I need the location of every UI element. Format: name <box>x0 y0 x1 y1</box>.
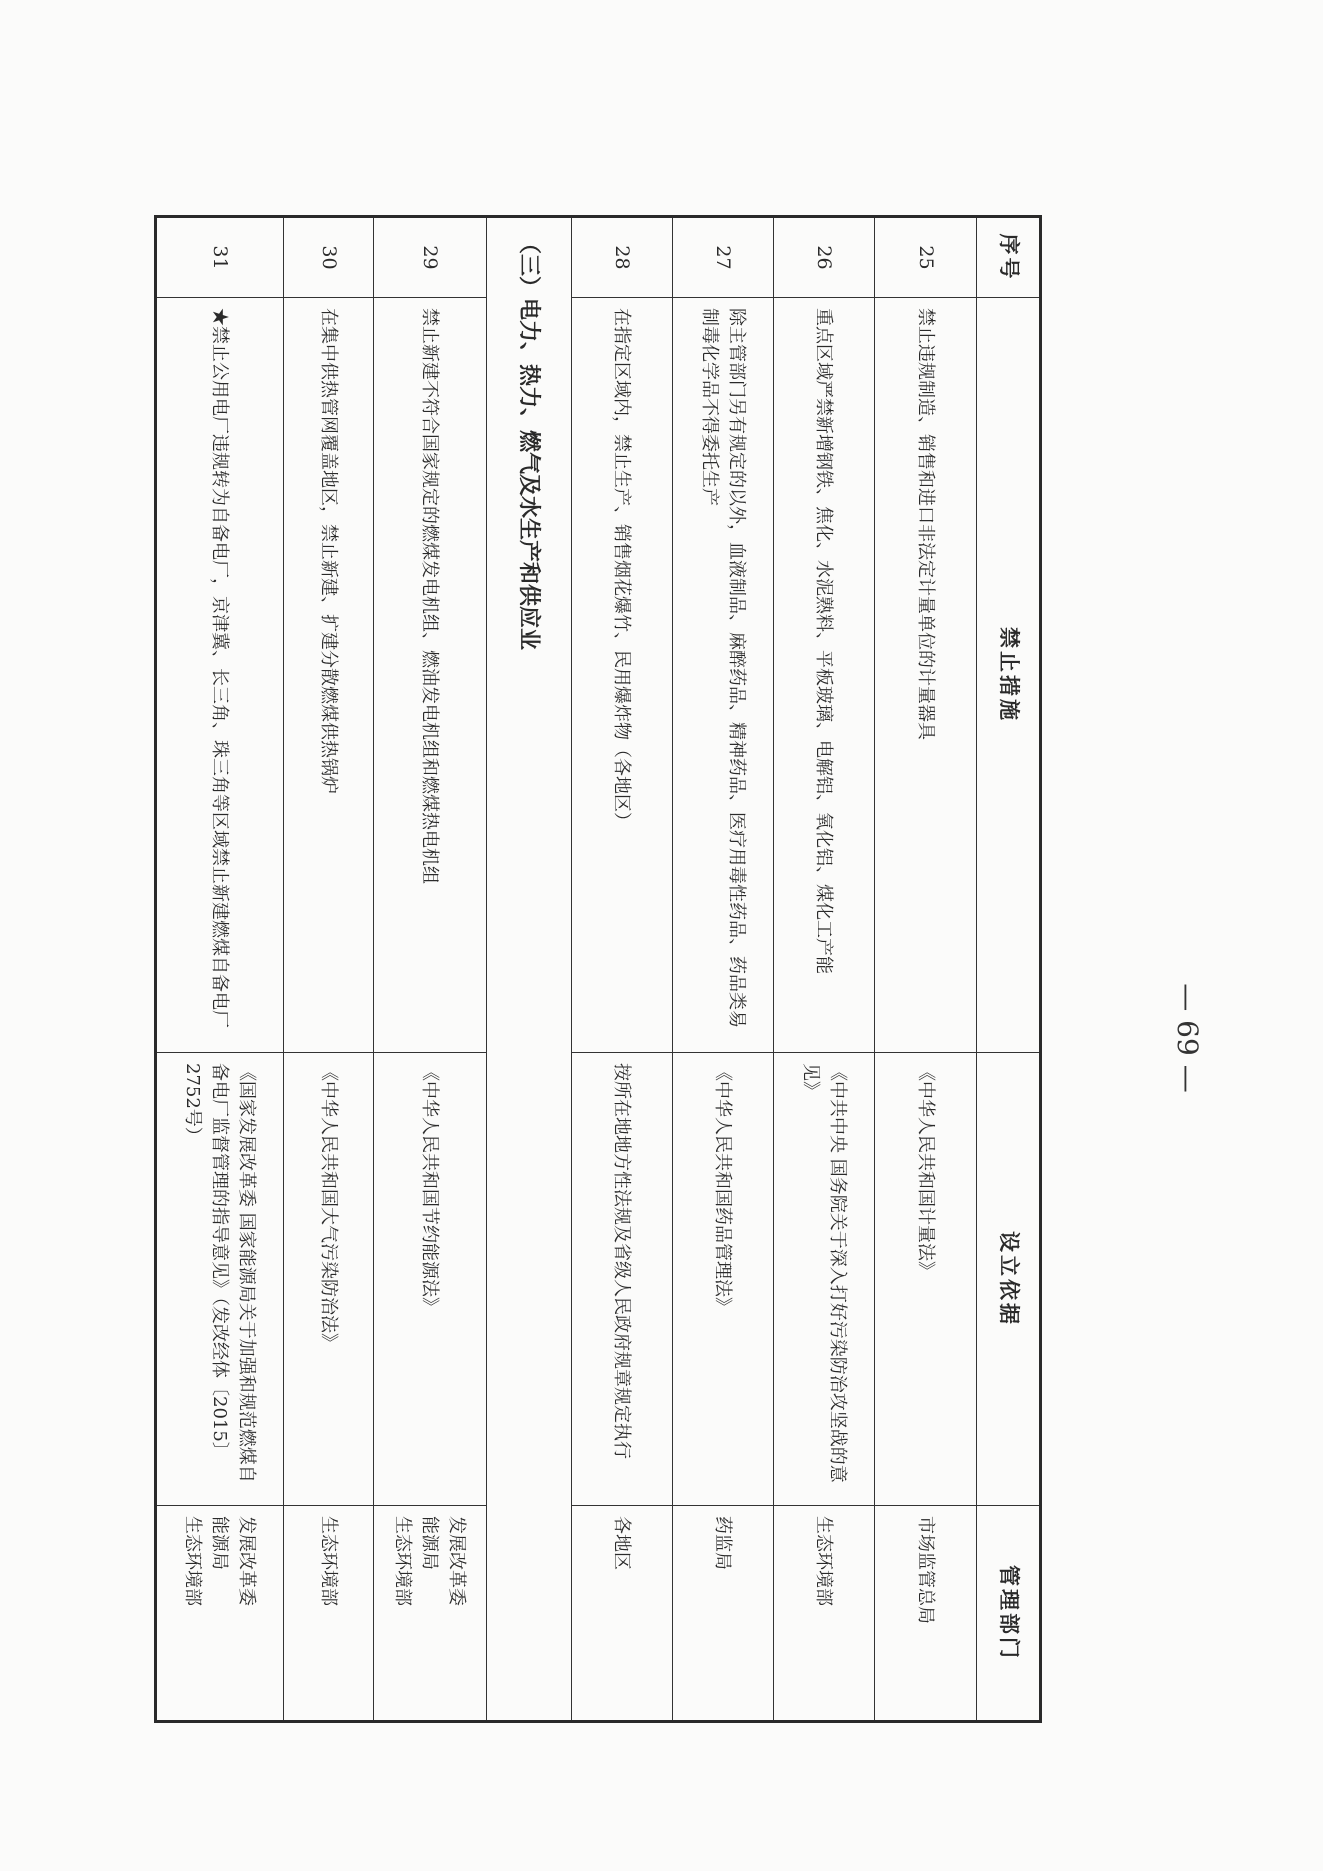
row-measure: 在集中供热管网覆盖地区，禁止新建、扩建分散燃煤供热锅炉 <box>284 298 374 1053</box>
section-title: （三）电力、热力、燃气及水生产和供应业 <box>487 217 572 1722</box>
row-no: 26 <box>774 217 875 298</box>
section-row <box>487 217 572 1722</box>
row-basis: 《中华人民共和国大气污染防治法》 <box>284 1053 374 1506</box>
dept-line: 生态环境部 <box>182 1516 204 1606</box>
table-row <box>673 217 774 1722</box>
table-row <box>374 217 487 1722</box>
header-measure: 禁止措施 <box>977 298 1041 1053</box>
dept-line: 发展改革委 <box>236 1516 258 1606</box>
page-number-text: — 69 — <box>1171 983 1204 1093</box>
dept-line: 药监局 <box>712 1516 734 1570</box>
dept-line: 生态环境部 <box>318 1516 339 1606</box>
table-row <box>284 217 374 1722</box>
row-measure: 重点区域严禁新增钢铁、焦化、水泥熟料、平板玻璃、电解铝、氧化铝、煤化工产能 <box>774 298 875 1053</box>
row-no: 25 <box>875 217 977 298</box>
row-no: 31 <box>156 217 284 298</box>
row-basis: 《中共中央 国务院关于深入打好污染防治攻坚战的意见》 <box>774 1053 875 1506</box>
row-measure: 在指定区域内，禁止生产、销售烟花爆竹、民用爆炸物（各地区） <box>572 298 673 1053</box>
rotated-page-content <box>157 215 1042 1720</box>
header-dept: 管理部门 <box>977 1506 1041 1722</box>
row-dept <box>572 1506 673 1722</box>
table-header-row <box>977 217 1041 1722</box>
row-dept <box>374 1506 487 1722</box>
dept-line: 各地区 <box>611 1516 633 1570</box>
row-measure: 除主管部门另有规定的以外，血液制品、麻醉药品、精神药品、医疗用毒性药品、药品类易制毒化学品不得委托生产 <box>673 298 774 1053</box>
row-measure: 禁止违规制造、销售和进口非法定计量单位的计量器具 <box>875 298 977 1053</box>
dept-line: 生态环境部 <box>813 1516 835 1606</box>
table-row <box>156 217 284 1722</box>
row-measure: ★禁止公用电厂违规转为自备电厂，京津冀、长三角、珠三角等区域禁止新建燃煤自备电厂 <box>156 298 284 1053</box>
dept-line: 能源局 <box>209 1516 231 1570</box>
dept-line: 生态环境部 <box>392 1516 414 1606</box>
table-row <box>774 217 875 1722</box>
row-basis: 《中华人民共和国节约能源法》 <box>374 1053 487 1506</box>
row-no: 30 <box>284 217 374 298</box>
row-basis: 《国家发展改革委 国家能源局关于加强和规范燃煤自备电厂监督管理的指导意见》（发改经体〔2015〕2752号） <box>156 1053 284 1506</box>
row-no: 29 <box>374 217 487 298</box>
row-dept <box>774 1506 875 1722</box>
prohibition-measures-table <box>154 215 1042 1723</box>
dept-line: 市场监管总局 <box>915 1516 936 1624</box>
header-basis: 设立依据 <box>977 1053 1041 1506</box>
dept-line: 能源局 <box>419 1516 441 1570</box>
row-dept <box>284 1506 374 1722</box>
header-no: 序号 <box>977 217 1041 298</box>
row-basis: 按所在地地方性法规及省级人民政府规章规定执行 <box>572 1053 673 1506</box>
dept-line: 发展改革委 <box>446 1516 468 1606</box>
table-row <box>875 217 977 1722</box>
row-basis: 《中华人民共和国药品管理法》 <box>673 1053 774 1506</box>
row-dept <box>156 1506 284 1722</box>
page-number <box>1165 968 1209 1108</box>
row-dept <box>673 1506 774 1722</box>
table-row <box>572 217 673 1722</box>
row-no: 28 <box>572 217 673 298</box>
row-dept <box>875 1506 977 1722</box>
row-measure: 禁止新建不符合国家规定的燃煤发电机组、燃油发电机组和燃煤热电机组 <box>374 298 487 1053</box>
row-no: 27 <box>673 217 774 298</box>
row-basis: 《中华人民共和国计量法》 <box>875 1053 977 1506</box>
